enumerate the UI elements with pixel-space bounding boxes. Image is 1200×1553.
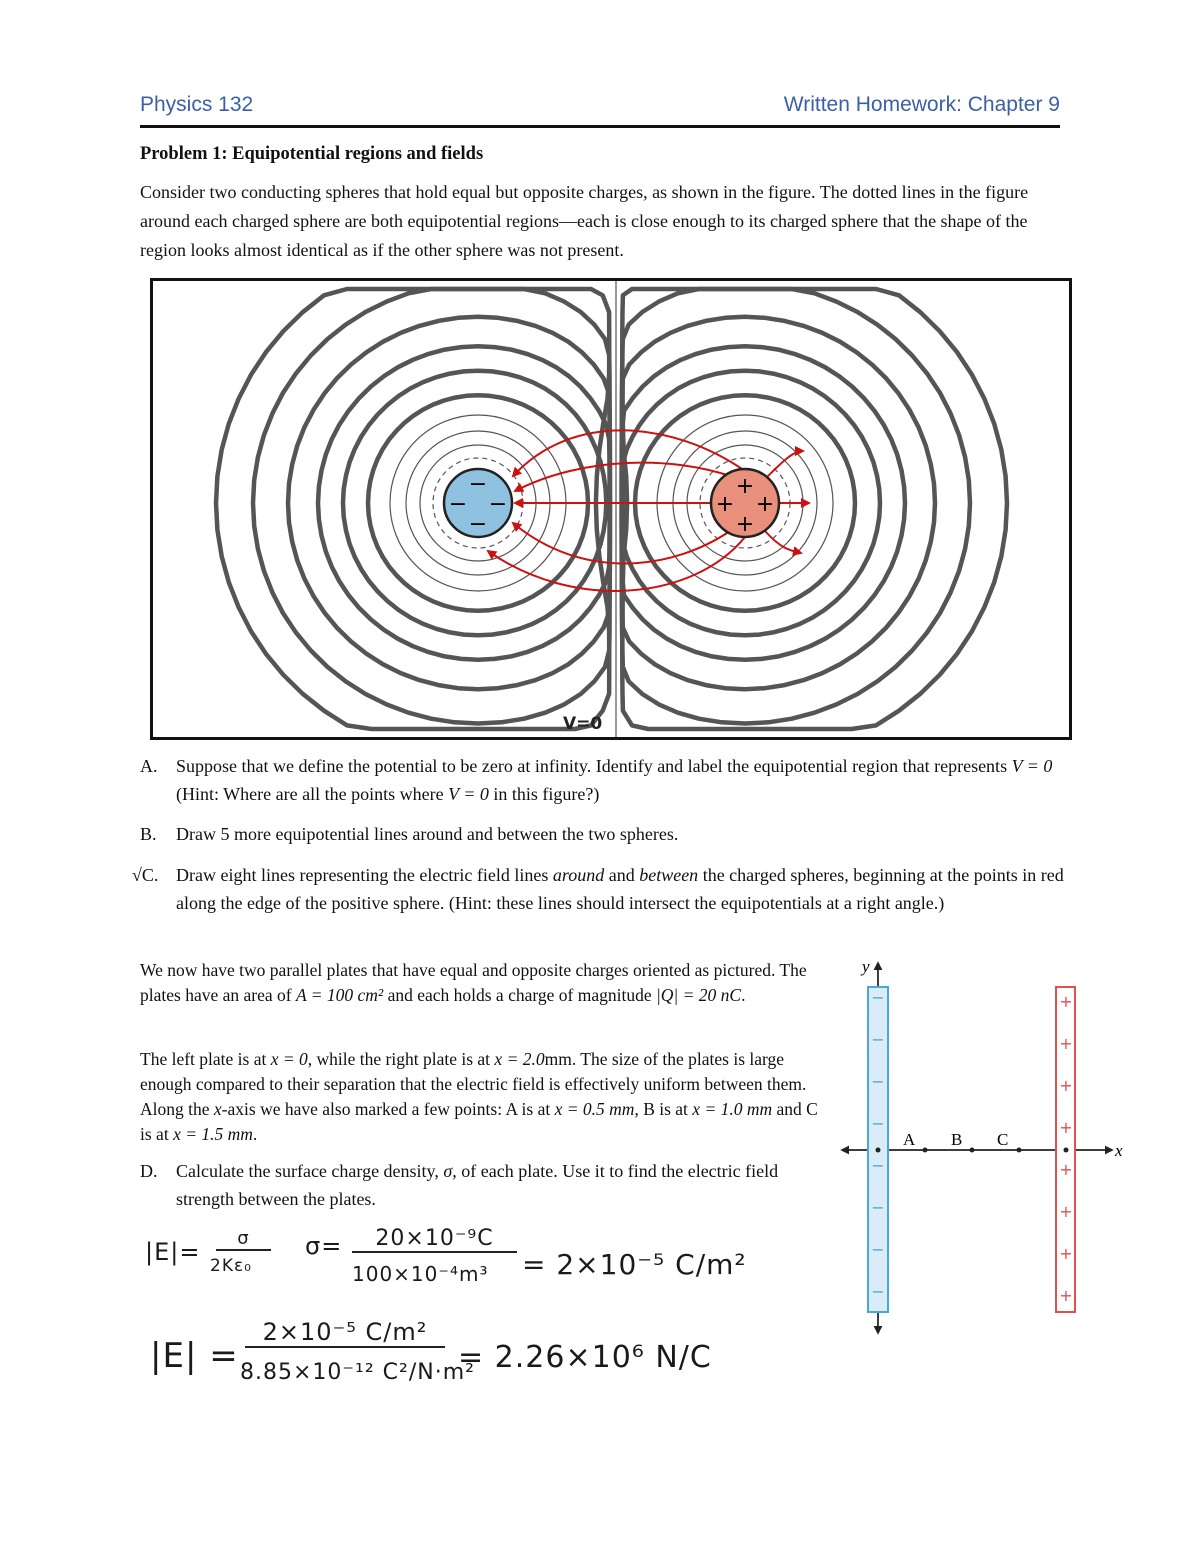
minus-sign: − (871, 1114, 885, 1133)
plates-text: -axis we have also marked a few points: A is at (221, 1099, 555, 1119)
plus-sign: + (1059, 1160, 1073, 1179)
math-sigma: σ (443, 1161, 453, 1181)
plus-sign: + (1059, 992, 1073, 1011)
math-point-a: x = 0.5 mm (554, 1099, 635, 1119)
hw-e-lhs: |E|= (145, 1238, 201, 1266)
math-x: x = 2.0 (494, 1049, 545, 1069)
minus-sign: − (448, 492, 468, 517)
hw-sigma-lhs: σ= (305, 1232, 343, 1260)
plus-sign: + (1059, 1286, 1073, 1305)
plus-sign: + (735, 512, 755, 537)
question-c-label: √C. (132, 865, 159, 885)
minus-sign: − (871, 1156, 885, 1175)
problem-title: Problem 1: Equipotential regions and fields (140, 144, 484, 164)
equipotential-diagram (153, 281, 1069, 737)
hw-sigma-num: 20×10⁻⁹C (352, 1226, 517, 1253)
field-line (765, 531, 801, 553)
parallel-plates-diagram (840, 955, 1130, 1335)
emphasis-around: around (552, 865, 605, 885)
minus-sign: − (488, 492, 508, 517)
question-d-text: Calculate the surface charge density, (176, 1161, 444, 1181)
point-a-label: A (903, 1130, 916, 1149)
emphasis-between: between (639, 865, 699, 885)
hw-e-calc-result: = 2.26×10⁶ N/C (458, 1340, 712, 1375)
minus-sign: − (871, 1072, 885, 1091)
math-point-c: x = 1.5 mm (173, 1124, 253, 1144)
minus-sign: − (871, 1240, 885, 1259)
minus-sign: − (468, 472, 488, 497)
plus-sign: + (755, 492, 775, 517)
point-b-label: B (951, 1130, 963, 1149)
plates-text: mm. The size of the plates is large enough compared to their separation that the electric field is effectively uniform between them. Along the (140, 1049, 807, 1119)
y-axis-label: y (862, 957, 870, 976)
plus-sign: + (1059, 1076, 1073, 1095)
math-area: A = 100 cm² (295, 985, 384, 1005)
math-v0: V = 0 (1011, 756, 1053, 776)
math-x: x = 0 (270, 1049, 308, 1069)
plates-text: , while the right plate is at (307, 1049, 495, 1069)
minus-sign: − (871, 1030, 885, 1049)
v-zero-label: V=0 (563, 714, 603, 734)
math-x: x (213, 1099, 222, 1119)
plates-text: and each holds a charge of magnitude (383, 985, 656, 1005)
equipotential-line (622, 289, 1007, 729)
question-a-text: in this figure?) (488, 784, 600, 804)
x-axis-label: x (1115, 1141, 1123, 1160)
point-c (1017, 1148, 1022, 1153)
minus-sign: − (871, 1282, 885, 1301)
problem-intro: Consider two conducting spheres that hold equal but opposite charges, as shown in the figure. The dotted lines in the figure around each charged sphere are both equipotential regions—each is close enough to its charged sphere that the shape of the region looks almost identical as if the other sphere was not present. (140, 182, 1029, 260)
plates-paragraph-2 (140, 1047, 830, 1147)
point-b (970, 1148, 975, 1153)
point-c-label: C (997, 1130, 1009, 1149)
minus-sign: − (871, 1198, 885, 1217)
plus-sign: + (715, 492, 735, 517)
question-c-text: and (604, 865, 640, 885)
course-title: Physics 132 (140, 93, 254, 116)
hw-e-den: 2Kε₀ (210, 1256, 252, 1276)
question-a-label: A. (140, 756, 158, 776)
plus-sign: + (1059, 1034, 1073, 1053)
math-point-b: x = 1.0 mm (692, 1099, 773, 1119)
minus-sign: − (468, 512, 488, 537)
point-a (923, 1148, 928, 1153)
plus-sign: + (1059, 1244, 1073, 1263)
hw-e-calc-lhs: |E| = (150, 1336, 239, 1376)
plus-sign: + (1059, 1118, 1073, 1137)
equipotentials-left (216, 289, 610, 729)
question-b-label: B. (140, 824, 157, 844)
plates-text: , B is at (634, 1099, 693, 1119)
plates-paragraph-1 (140, 958, 830, 1008)
question-a-text: Suppose that we define the potential to be zero at infinity. Identify and label the equipotential region that represents (176, 756, 1012, 776)
math-v0: V = 0 (448, 784, 489, 804)
hw-e-num: σ (216, 1228, 271, 1251)
right-plate-point (1064, 1148, 1069, 1153)
plus-sign: + (1059, 1202, 1073, 1221)
hw-e-calc-num: 2×10⁻⁵ C/m² (245, 1318, 445, 1348)
question-d-label: D. (140, 1161, 158, 1181)
minus-sign: − (871, 988, 885, 1007)
plates-text: We now have two parallel plates that have equal and opposite charges oriented as pictured. The plates have an area of (140, 960, 807, 1005)
question-b-text: Draw 5 more equipotential lines around and between the two spheres. (176, 824, 679, 844)
hw-e-calc-den: 8.85×10⁻¹² C²/N·m² (240, 1360, 475, 1385)
plates-text: and C is at (140, 1099, 818, 1144)
question-c-text: the charged spheres, beginning at the points in red along the edge of the positive sphere. (Hint: these lines should intersect the equipotentials at a right angle.) (176, 865, 1064, 913)
plates-text: . (741, 985, 746, 1005)
plates-text: . (252, 1124, 258, 1144)
question-a-text: (Hint: Where are all the points where (176, 784, 449, 804)
equipotential-figure (150, 278, 1072, 740)
header-divider (140, 125, 1060, 128)
plus-sign: + (735, 474, 755, 499)
question-d-text: , of each plate. Use it to find the electric field strength between the plates. (176, 1161, 779, 1209)
plates-text: The left plate is at (140, 1049, 271, 1069)
math-charge: |Q| = 20 nC (655, 985, 742, 1005)
assignment-title: Written Homework: Chapter 9 (783, 93, 1060, 116)
hw-sigma-result: = 2×10⁻⁵ C/m² (522, 1248, 747, 1281)
hw-sigma-den: 100×10⁻⁴m³ (352, 1262, 489, 1286)
equipotentials-right (622, 289, 1008, 729)
field-line (513, 430, 745, 476)
origin-point (876, 1148, 881, 1153)
question-c-text: Draw eight lines representing the electric field lines (176, 865, 553, 885)
